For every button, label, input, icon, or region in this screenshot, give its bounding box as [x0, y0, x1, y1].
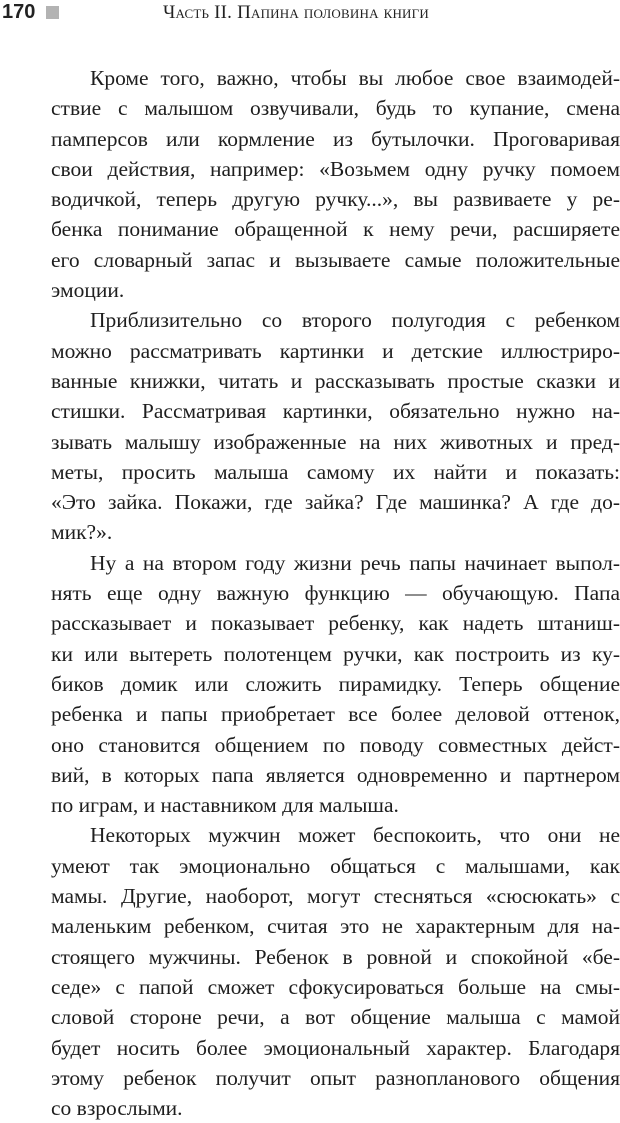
text-line: этому ребенок получит опыт разнопланового общения — [51, 1065, 620, 1090]
text-line: нять еще одну важную функцию — обучающую. Папа — [51, 581, 620, 606]
decorative-square — [46, 6, 59, 19]
text-line: ствие с малышом озвучивали, будь то купание, смена — [51, 96, 620, 121]
text-line: со взрослыми. — [51, 1096, 183, 1121]
text-line: ванные книжки, читать и рассказывать простые сказки и — [51, 368, 620, 393]
text-line: его словарный запас и вызываете самые положительные — [51, 247, 620, 272]
running-head: Часть II. Папина половина книги — [163, 2, 429, 23]
text-line: ребенка и папы приобретает все более деловой оттенок, — [51, 702, 620, 727]
text-line: словой стороне речи, а вот общение малыша с мамой — [51, 1005, 620, 1030]
text-line: умеют так эмоционально общаться с малышами, как — [51, 853, 620, 878]
text-line: Кроме того, важно, чтобы вы любое свое взаимодей- — [90, 66, 620, 90]
paragraph — [51, 63, 620, 305]
body-text — [51, 63, 620, 1123]
text-line: памперсов или кормление из бутылочки. Проговаривая — [51, 126, 620, 151]
text-line: по играм, и наставником для малыша. — [51, 793, 399, 818]
text-line: вий, в которых папа является одновременно и партнером — [51, 762, 620, 787]
text-line: стишки. Рассматривая картинки, обязательно нужно на- — [51, 399, 620, 424]
text-line: бенка понимание обращенной к нему речи, расширяете — [51, 217, 620, 242]
text-line: меты, просить малыша самому их найти и показать: — [51, 459, 620, 484]
text-line: ки или вытереть полотенцем ручки, как построить из ку- — [51, 641, 620, 666]
text-line: мамы. Другие, наоборот, могут стесняться «сюсюкать» с — [51, 884, 620, 909]
text-line: можно рассматривать картинки и детские иллюстриро- — [51, 338, 620, 363]
text-line: оно становится общением по поводу совместных дейст- — [51, 732, 620, 757]
text-line: эмоции. — [51, 278, 125, 303]
text-line: Ну а на втором году жизни речь папы начинает выпол- — [90, 550, 620, 575]
text-line: рассказывает и показывает ребенку, как надеть штаниш- — [51, 611, 620, 636]
paragraph — [51, 548, 620, 821]
text-line: водичкой, теперь другую ручку...», вы развиваете у ре- — [51, 187, 620, 212]
page-number: 170 — [2, 1, 36, 23]
text-line: зывать малышу изображенные на них животных и пред- — [51, 429, 620, 454]
text-line: биков домик или сложить пирамидку. Теперь общение — [51, 671, 620, 696]
text-line: седе» с папой сможет сфокусироваться больше на смы- — [51, 974, 620, 999]
text-line: мик?». — [51, 520, 113, 545]
text-line: маленьким ребенком, считая это не характерным для на- — [51, 914, 620, 939]
text-line: Некоторых мужчин может беспокоить, что они не — [90, 823, 620, 848]
text-line: Приблизительно со второго полугодия с ребенком — [90, 308, 620, 333]
text-line: стоящего мужчины. Ребенок в ровной и спокойной «бе- — [51, 944, 620, 969]
text-line: «Это зайка. Покажи, где зайка? Где машинка? А где до- — [51, 490, 620, 515]
page-header — [0, 0, 620, 26]
text-line: будет носить более эмоциональный характер. Благодаря — [51, 1035, 620, 1060]
paragraph — [51, 820, 620, 1123]
paragraph — [51, 305, 620, 547]
text-line: свои действия, например: «Возьмем одну ручку помоем — [51, 156, 620, 181]
